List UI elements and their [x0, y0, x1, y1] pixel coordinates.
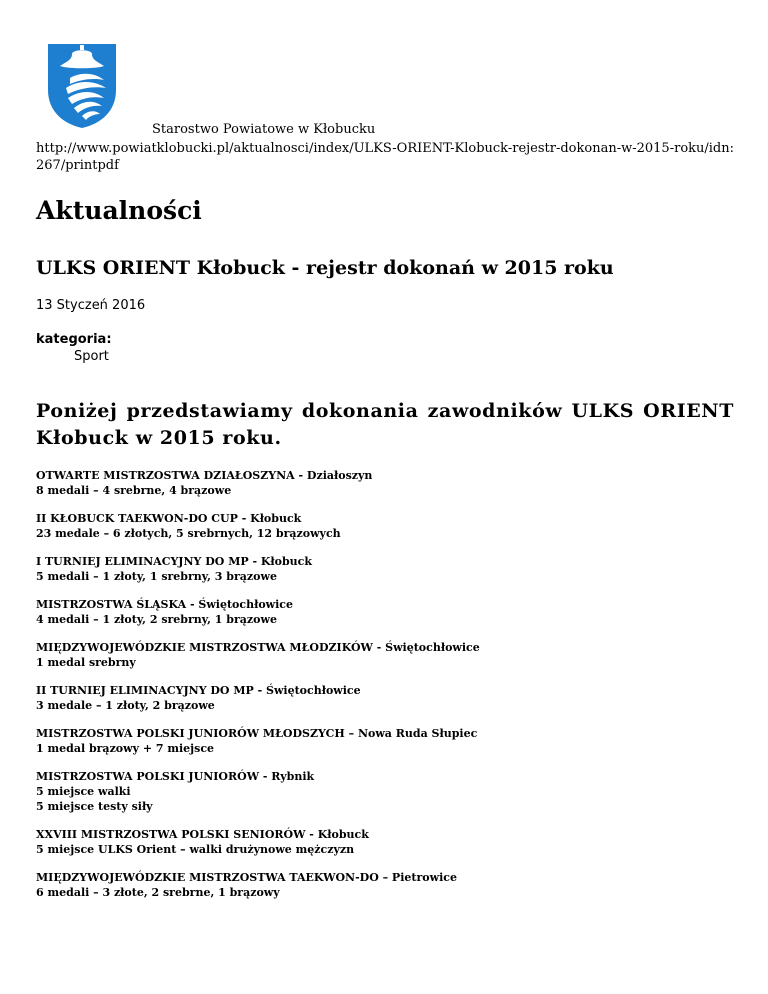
print-page	[36, 0, 736, 913]
result-line: 23 medale – 6 złotych, 5 srebrnych, 12 brązowych	[36, 527, 341, 540]
result-line: 8 medali – 4 srebrne, 4 brązowe	[36, 484, 232, 497]
result-line: 5 miejsce walki	[36, 785, 131, 798]
coat-of-arms-icon	[46, 42, 118, 130]
article-date: 13 Styczeń 2016	[36, 298, 146, 313]
section-title: Aktualności	[36, 196, 202, 225]
result-line: MIĘDZYWOJEWÓDZKIE MISTRZOSTWA MŁODZIKÓW - Świętochłowice	[36, 641, 480, 654]
result-line: 4 medali – 1 złoty, 2 srebrny, 1 brązowe	[36, 613, 277, 626]
result-line: 3 medale – 1 złoty, 2 brązowe	[36, 699, 215, 712]
result-line: MISTRZOSTWA ŚLĄSKA - Świętochłowice	[36, 598, 293, 611]
result-entry	[36, 769, 736, 814]
result-line: 5 miejsce ULKS Orient – walki drużynowe mężczyzn	[36, 843, 355, 856]
result-line: I TURNIEJ ELIMINACYJNY DO MP - Kłobuck	[36, 555, 312, 568]
result-line: MIĘDZYWOJEWÓDZKIE MISTRZOSTWA TAEKWON-DO – Pietrowice	[36, 871, 457, 884]
result-entry	[36, 554, 736, 584]
result-entry	[36, 597, 736, 627]
result-line: OTWARTE MISTRZOSTWA DZIAŁOSZYNA - Działoszyn	[36, 469, 373, 482]
results-list	[36, 468, 736, 900]
result-line: II KŁOBUCK TAEKWON-DO CUP - Kłobuck	[36, 512, 302, 525]
result-line: 5 miejsce testy siły	[36, 800, 153, 813]
result-entry	[36, 511, 736, 541]
result-entry	[36, 827, 736, 857]
office-name: Starostwo Powiatowe w Kłobucku	[152, 122, 376, 137]
result-line: 5 medali – 1 złoty, 1 srebrny, 3 brązowe	[36, 570, 277, 583]
result-line: 6 medali – 3 złote, 2 srebrne, 1 brązowy	[36, 886, 280, 899]
header	[36, 0, 736, 140]
category-value: Sport	[74, 349, 109, 364]
result-line: XXVIII MISTRZOSTWA POLSKI SENIORÓW - Kłobuck	[36, 828, 369, 841]
result-entry	[36, 870, 736, 900]
result-line: 1 medal srebrny	[36, 656, 136, 669]
result-entry	[36, 468, 736, 498]
category-label: kategoria:	[36, 332, 112, 347]
result-entry	[36, 640, 736, 670]
result-line: II TURNIEJ ELIMINACYJNY DO MP - Świętochłowice	[36, 684, 361, 697]
result-line: 1 medal brązowy + 7 miejsce	[36, 742, 215, 755]
result-entry	[36, 726, 736, 756]
article-title: ULKS ORIENT Kłobuck - rejestr dokonań w 2015 roku	[36, 257, 614, 279]
article-lead: Poniżej przedstawiamy dokonania zawodników ULKS ORIENT Kłobuck w 2015 roku.	[36, 400, 734, 449]
source-url: http://www.powiatklobucki.pl/aktualnosci/index/ULKS-ORIENT-Klobuck-rejestr-dokonan-w-2015-roku/idn:267/printpdf	[36, 141, 735, 173]
result-entry	[36, 683, 736, 713]
result-line: MISTRZOSTWA POLSKI JUNIORÓW MŁODSZYCH – Nowa Ruda Słupiec	[36, 727, 478, 740]
result-line: MISTRZOSTWA POLSKI JUNIORÓW - Rybnik	[36, 770, 315, 783]
